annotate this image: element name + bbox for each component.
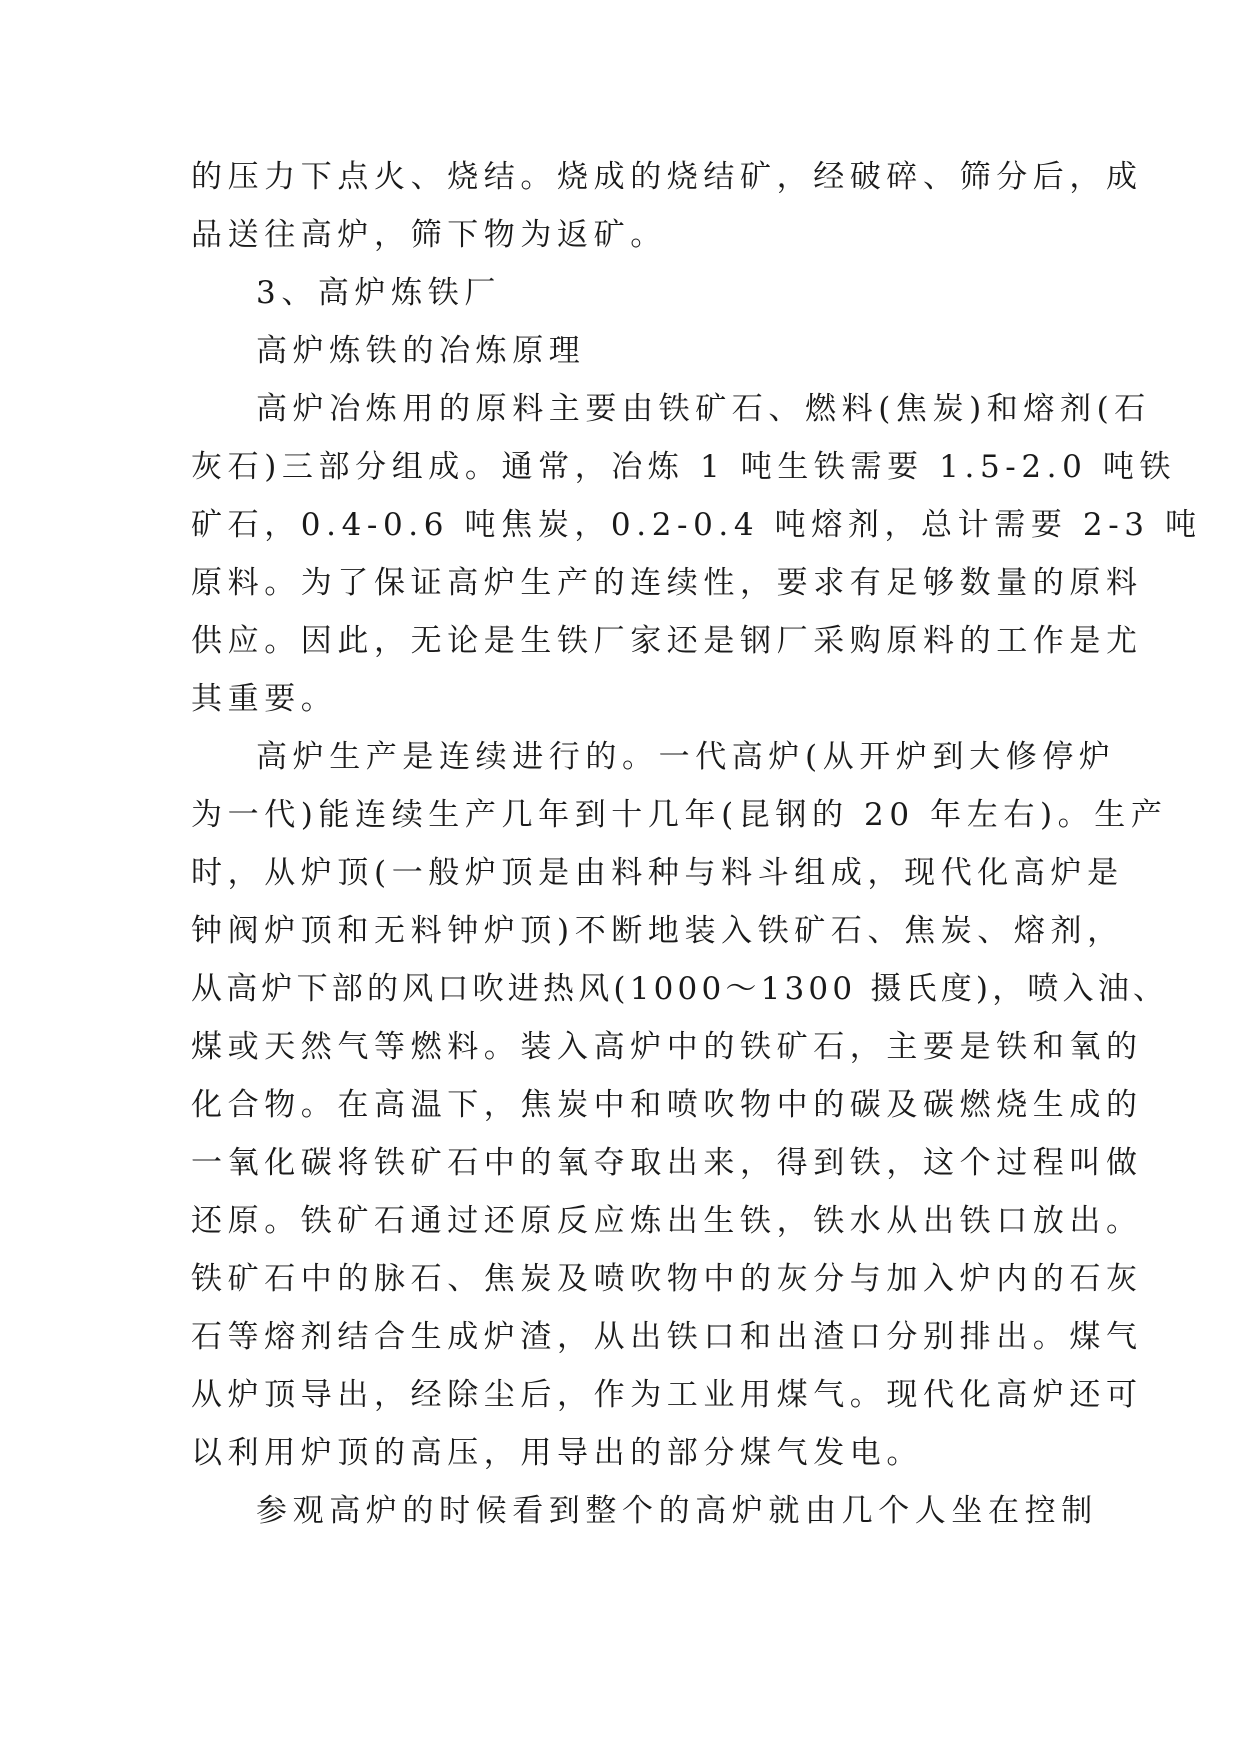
- text-line: 矿石，0.4-0.6 吨焦炭，0.2-0.4 吨熔剂，总计需要 2-3 吨: [191, 507, 1202, 543]
- text-line: 其重要。: [191, 681, 338, 717]
- text-line: 灰石)三部分组成。通常，冶炼 1 吨生铁需要 1.5-2.0 吨铁: [191, 449, 1177, 485]
- text-line: 参观高炉的时候看到整个的高炉就由几个人坐在控制: [256, 1493, 1098, 1529]
- text-line: 时，从炉顶(一般炉顶是由料种与料斗组成，现代化高炉是: [191, 855, 1124, 891]
- text-line: 以利用炉顶的高压，用导出的部分煤气发电。: [191, 1435, 923, 1471]
- section-heading: 3、高炉炼铁厂: [256, 275, 501, 311]
- text-line: 煤或天然气等燃料。装入高炉中的铁矿石，主要是铁和氧的: [191, 1029, 1143, 1065]
- text-line: 高炉冶炼用的原料主要由铁矿石、燃料(焦炭)和熔剂(石: [256, 391, 1151, 427]
- text-line: 高炉生产是连续进行的。一代高炉(从开炉到大修停炉: [256, 739, 1116, 775]
- text-line: 化合物。在高温下，焦炭中和喷吹物中的碳及碳燃烧生成的: [191, 1087, 1143, 1123]
- text-line: 从炉顶导出，经除尘后，作为工业用煤气。现代化高炉还可: [191, 1377, 1143, 1413]
- subsection-heading: 高炉炼铁的冶炼原理: [256, 333, 586, 369]
- text-line: 供应。因此，无论是生铁厂家还是钢厂采购原料的工作是尤: [191, 623, 1143, 659]
- text-line: 原料。为了保证高炉生产的连续性，要求有足够数量的原料: [191, 565, 1143, 601]
- text-line: 铁矿石中的脉石、焦炭及喷吹物中的灰分与加入炉内的石灰: [191, 1261, 1143, 1297]
- text-line: 石等熔剂结合生成炉渣，从出铁口和出渣口分别排出。煤气: [191, 1319, 1143, 1355]
- text-line: 还原。铁矿石通过还原反应炼出生铁，铁水从出铁口放出。: [191, 1203, 1143, 1239]
- text-line: 钟阀炉顶和无料钟炉顶)不断地装入铁矿石、焦炭、熔剂，: [191, 913, 1124, 949]
- text-line: 从高炉下部的风口吹进热风(1000～1300 摄氏度)，喷入油、: [191, 971, 1169, 1007]
- text-line: 的压力下点火、烧结。烧成的烧结矿，经破碎、筛分后，成: [191, 159, 1143, 195]
- text-line: 为一代)能连续生产几年到十几年(昆钢的 20 年左右)。生产: [191, 797, 1168, 833]
- text-line: 一氧化碳将铁矿石中的氧夺取出来，得到铁，这个过程叫做: [191, 1145, 1143, 1181]
- text-line: 品送往高炉，筛下物为返矿。: [191, 217, 667, 253]
